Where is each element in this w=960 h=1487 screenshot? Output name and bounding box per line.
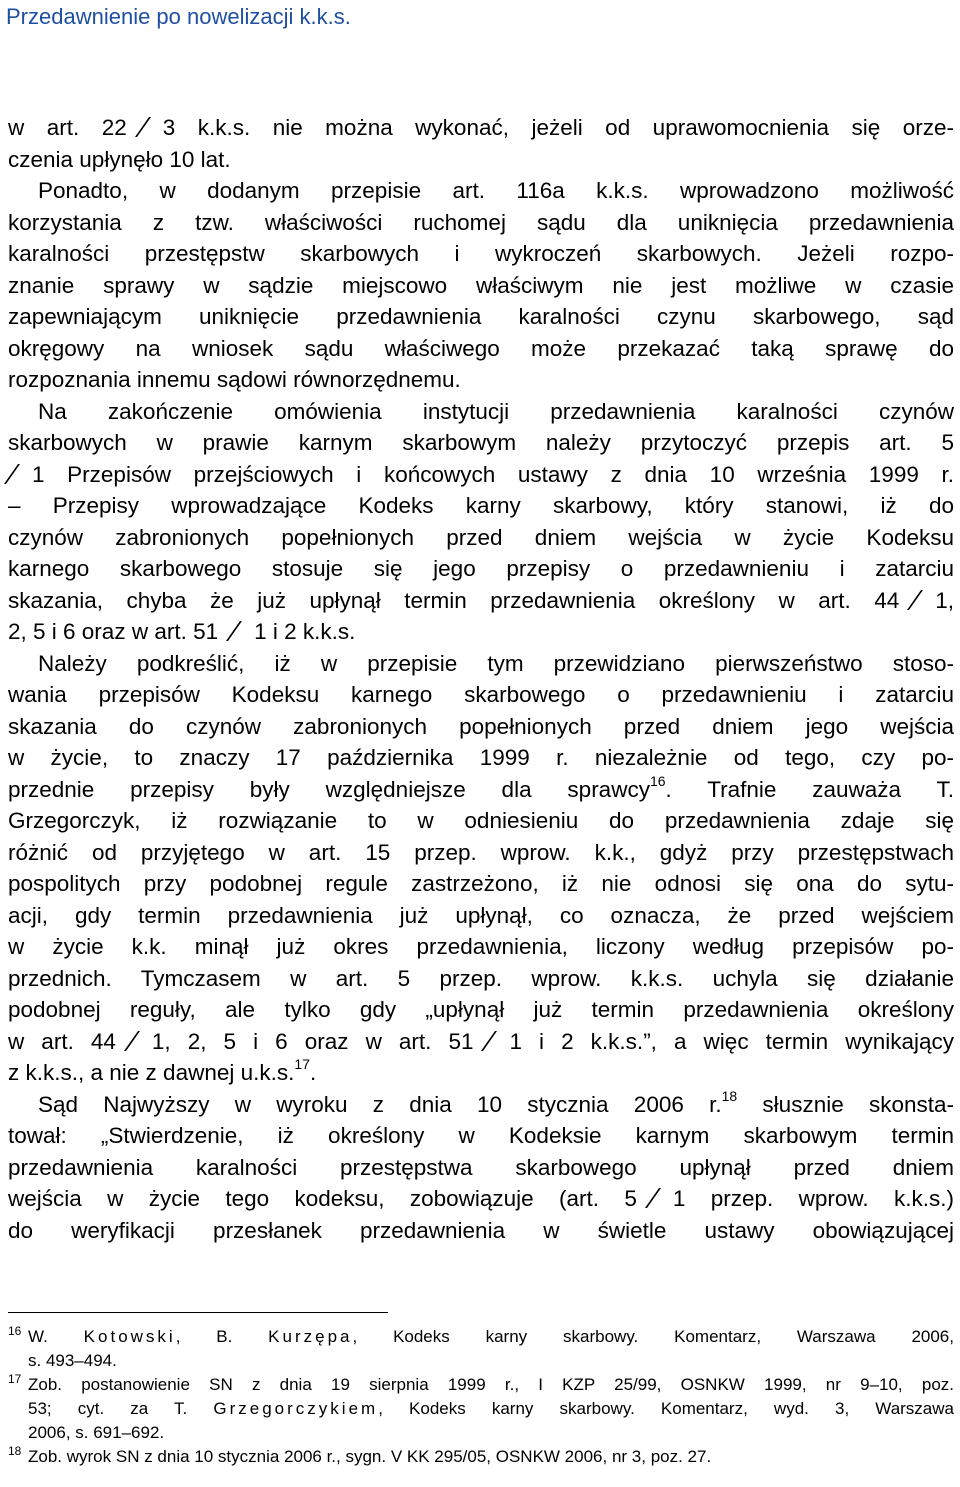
section-sign-icon — [139, 116, 151, 138]
text-line: z k.k.s., a nie z dawnej u.k.s.$^{17}$. — [8, 1056, 317, 1085]
text-line: 1 Przepisów przejściowych i końcowych ustawy z dnia 10 września 1999 r. — [8, 459, 954, 491]
footnote-17 — [8, 1373, 954, 1445]
text-line: podobnej reguły, ale tylko gdy „upłynął już termin przedawnienia określony — [8, 997, 954, 1022]
text-line: skarbowych w prawie karnym skarbowym należy przytoczyć przepis art. 5 — [8, 430, 954, 455]
text-line: w art. 22 3 k.k.s. nie można wykonać, jeżeli od uprawomocnienia się orze- — [8, 115, 954, 140]
text-line: okręgowy na wniosek sądu właściwego może przekazać taką sprawę do — [8, 335, 954, 361]
text-line: karnego skarbowego stosuje się jego przepisy o przedawnieniu i zatarciu — [8, 556, 954, 581]
text-line: przednie przepisy były względniejsze dla sprawcy$^{16}$. Trafnie zauważa T. — [8, 772, 954, 802]
section-sign-icon — [649, 1187, 661, 1209]
footnote-line: s. 493–494. — [28, 1351, 117, 1370]
text-line: Należy podkreślić, iż w przepisie tym przewidziano pierwszeństwo stoso- — [38, 650, 954, 676]
text-line: znanie sprawy w sądzie miejscowo właściwym nie jest możliwe w czasie — [8, 272, 954, 298]
footnote-ref[interactable]: 18 — [721, 1087, 738, 1104]
footnote-number: 17 — [8, 1372, 22, 1386]
footnote-16 — [8, 1325, 954, 1373]
text-line: czynów zabronionych popełnionych przed dniem wejścia w życie Kodeksu — [8, 524, 954, 550]
text-line: do weryfikacji przesłanek przedawnienia w świetle ustawy obowiązującej — [8, 1217, 954, 1243]
section-sign-icon — [8, 463, 20, 485]
footnote-number: 18 — [8, 1444, 22, 1458]
footnote-ref[interactable]: 17 — [294, 1056, 310, 1072]
footnote-ref[interactable]: 16 — [649, 772, 666, 789]
text-line: czenia upłynęło 10 lat. — [8, 146, 231, 172]
text-line: przednich. Tymczasem w art. 5 przep. wprow. k.k.s. uchyla się działanie — [8, 965, 954, 991]
text-line: Sąd Najwyższy w wyroku z dnia 10 stycznia 2006 r.$^{18}$ słusznie skonsta- — [38, 1087, 954, 1117]
footnote-line: 2006, s. 691–692. — [28, 1423, 165, 1442]
footnotes — [8, 1325, 954, 1469]
text-line: skazania do czynów zabronionych popełnionych przed dniem jego wejścia — [8, 713, 954, 739]
page-header-title: Przedawnienie po nowelizacji k.k.s. — [6, 4, 351, 29]
text-line: przedawnienia karalności przestępstwa skarbowego upłynął przed dniem — [8, 1154, 954, 1180]
section-sign-icon — [911, 589, 923, 611]
text-line: Ponadto, w dodanym przepisie art. 116a k.k.s. wprowadzono możliwość — [38, 178, 954, 203]
section-sign-icon — [128, 1030, 140, 1052]
footnote-line: W. Kotowski, B. Kurzępa, Kodeks karny skarbowy. Komentarz, Warszawa 2006, — [28, 1327, 954, 1346]
text-line: Na zakończenie omówienia instytucji przedawnienia karalności czynów — [38, 398, 954, 424]
text-line: 2, 5 i 6 oraz w art. 51 1 i 2 k.k.s. — [8, 619, 356, 644]
text-line: w życie k.k. minął już okres przedawnienia, liczony według przepisów po- — [8, 934, 954, 959]
footnote-number: 16 — [8, 1324, 22, 1338]
text-line: pospolitych przy podobnej regule zastrzeżono, iż nie odnosi się ona do sytu- — [8, 871, 954, 896]
text-line: różnić od przyjętego w art. 15 przep. wprow. k.k., gdyż przy przestępstwach — [8, 839, 954, 865]
text-line: zapewniającym uniknięcie przedawnienia karalności czynu skarbowego, sąd — [8, 304, 954, 329]
text-line: wejścia w życie tego kodeksu, zobowiązuje (art. 5 1 przep. wprow. k.k.s.) — [8, 1186, 954, 1211]
footnote-line: Zob. wyrok SN z dnia 10 stycznia 2006 r., sygn. V KK 295/05, OSNKW 2006, nr 3, poz. 27. — [28, 1447, 712, 1466]
text-line: wania przepisów Kodeksu karnego skarbowego o przedawnieniu i zatarciu — [8, 682, 954, 707]
text-line: korzystania z tzw. właściwości ruchomej sądu dla uniknięcia przedawnienia — [8, 209, 954, 235]
text-line: w art. 44 1, 2, 5 i 6 oraz w art. 51 1 i 2 k.k.s.”, a więc termin wynikający — [8, 1028, 954, 1054]
text-line: – Przepisy wprowadzające Kodeks karny skarbowy, który stanowi, iż do — [8, 493, 954, 518]
text-line: w życie, to znaczy 17 października 1999 r. niezależnie od tego, czy po- — [8, 745, 954, 770]
main-text — [8, 112, 954, 1246]
text-line: karalności przestępstw skarbowych i wykroczeń skarbowych. Jeżeli rozpo- — [8, 241, 954, 266]
text-line: acji, gdy termin przedawnienia już upłynął, co oznacza, że przed wejściem — [8, 902, 954, 928]
text-line: tował: „Stwierdzenie, iż określony w Kodeksie karnym skarbowym termin — [8, 1123, 954, 1148]
footnote-18 — [8, 1445, 954, 1469]
footnote-line: Zob. postanowienie SN z dnia 19 sierpnia 1999 r., I KZP 25/99, OSNKW 1999, nr 9–10, poz. — [28, 1375, 954, 1394]
footnote-line: 53; cyt. za T. Grzegorczykiem, Kodeks karny skarbowy. Komentarz, wyd. 3, Warszawa — [28, 1399, 954, 1418]
footnote-separator — [8, 1312, 388, 1313]
text-line: rozpoznania innemu sądowi równorzędnemu. — [8, 367, 461, 392]
text-line: skazania, chyba że już upłynął termin przedawnienia określony w art. 44 1, — [8, 587, 954, 613]
section-sign-icon — [485, 1030, 497, 1052]
section-sign-icon — [230, 620, 242, 642]
text-line: Grzegorczyk, iż rozwiązanie to w odniesieniu do przedawnienia zdaje się — [8, 808, 954, 833]
